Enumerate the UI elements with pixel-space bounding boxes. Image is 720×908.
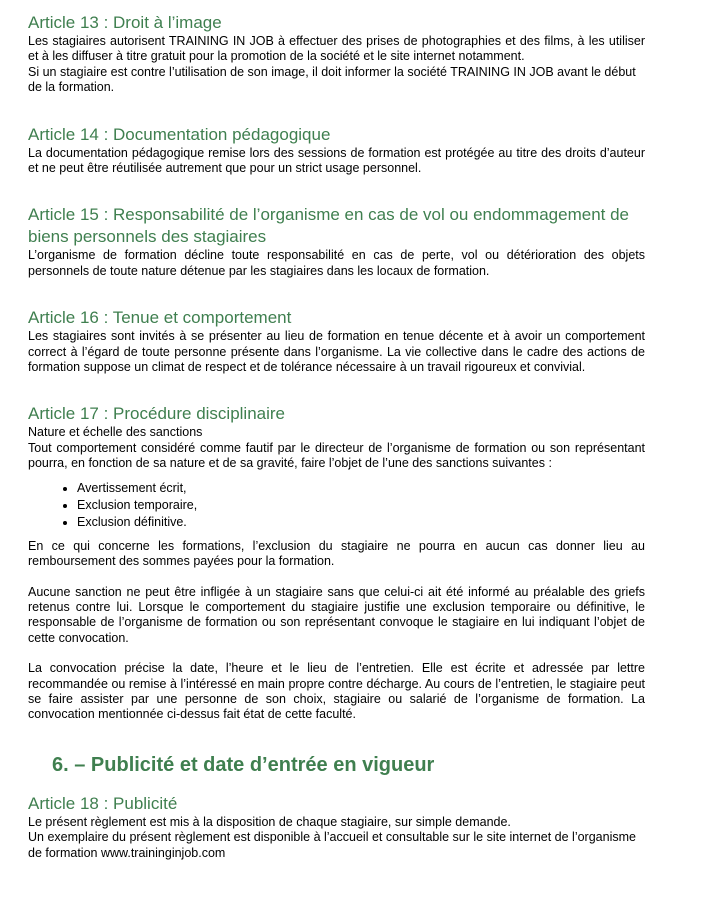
- article-15-paragraph-1: L’organisme de formation décline toute responsabilité en cas de perte, vol ou détérioration des objets personnels de toute nature détenue par les stagiaires dans les locaux de formation.: [28, 248, 645, 278]
- article-16-title: Article 16 : Tenue et comportement: [28, 308, 292, 328]
- article-13-title: Article 13 : Droit à l’image: [28, 13, 222, 32]
- list-item: • Avertissement écrit,: [77, 480, 645, 497]
- article-13-paragraph-2: Si un stagiaire est contre l’utilisation de son image, il doit informer la société TRAINING IN JOB avant le début de la formation.: [28, 64, 636, 95]
- article-18-title: Article 18 : Publicité: [28, 793, 178, 813]
- article-17-paragraph-3: Aucune sanction ne peut être infligée à un stagiaire sans que celui-ci ait été informé au préalable des griefs retenus contre lui. Lorsque le comportement du stagiaire justifie une exclusion temporaire ou définitive, le responsable de l’organisme de formation ou son représentant convoque le stagiaire en lui indiquant l’objet de cette convocation.: [28, 584, 645, 645]
- article-17-paragraph-2: En ce qui concerne les formations, l’exclusion du stagiaire ne pourra en aucun cas donner lieu au remboursement des sommes payées pour la formation.: [28, 538, 645, 569]
- article-17-paragraph-4: La convocation précise la date, l’heure et le lieu de l’entretien. Elle est écrite et adressée par lettre recommandée ou remise à l’intéressé en main propre contre décharge. Au cours de l’entretien, le stagiaire peut se faire assister par une personne de son choix, stagiaire ou salarié de l’organisme de formation. La convocation mentionnée ci-dessus fait état de cette faculté.: [28, 661, 645, 722]
- article-16-paragraph-1: Les stagiaires sont invités à se présenter au lieu de formation en tenue décente et à avoir un comportement correct à l’égard de toute personne présente dans l’organisme. La vie collective dans le cadre des actions de formation suppose un climat de respect et de tolérance nécessaire à un travail rigoureux et convivial.: [28, 329, 645, 375]
- list-item: • Exclusion définitive.: [77, 514, 645, 531]
- list-item: • Exclusion temporaire,: [77, 497, 645, 514]
- article-14-paragraph-1: La documentation pédagogique remise lors des sessions de formation est protégée au titre des droits d’auteur et ne peut être réutilisée autrement que pour un strict usage personnel.: [28, 145, 645, 176]
- sanctions-list: [28, 480, 645, 531]
- article-17-title: Article 17 : Procédure disciplinaire: [28, 404, 286, 424]
- article-17-paragraph-1: Tout comportement considéré comme fautif par le directeur de l’organisme de formation ou son représentant pourra, en fonction de sa nature et de sa gravité, faire l’objet de l’une des sanctions suivantes :: [28, 440, 645, 471]
- article-18-paragraph-2: Un exemplaire du présent règlement est disponible à l’accueil et consultable sur le site internet de l’organisme de formation www.traininginjob.com: [28, 830, 636, 860]
- article-18-paragraph-1: Le présent règlement est mis à la disposition de chaque stagiaire, sur simple demande.: [28, 814, 511, 829]
- article-14-title: Article 14 : Documentation pédagogique: [28, 124, 331, 144]
- article-13-paragraph-1: Les stagiaires autorisent TRAINING IN JOB à effectuer des prises de photographies et des films, à les utiliser et à les diffuser à titre gratuit pour la promotion de la société et le site internet notamment.: [28, 34, 645, 64]
- section-6-title: 6. – Publicité et date d’entrée en vigueur: [52, 753, 435, 776]
- article-15-title: Article 15 : Responsabilité de l’organisme en cas de vol ou endommagement de biens personnels des stagiaires: [28, 205, 630, 247]
- article-17-subtitle: Nature et échelle des sanctions: [28, 425, 203, 440]
